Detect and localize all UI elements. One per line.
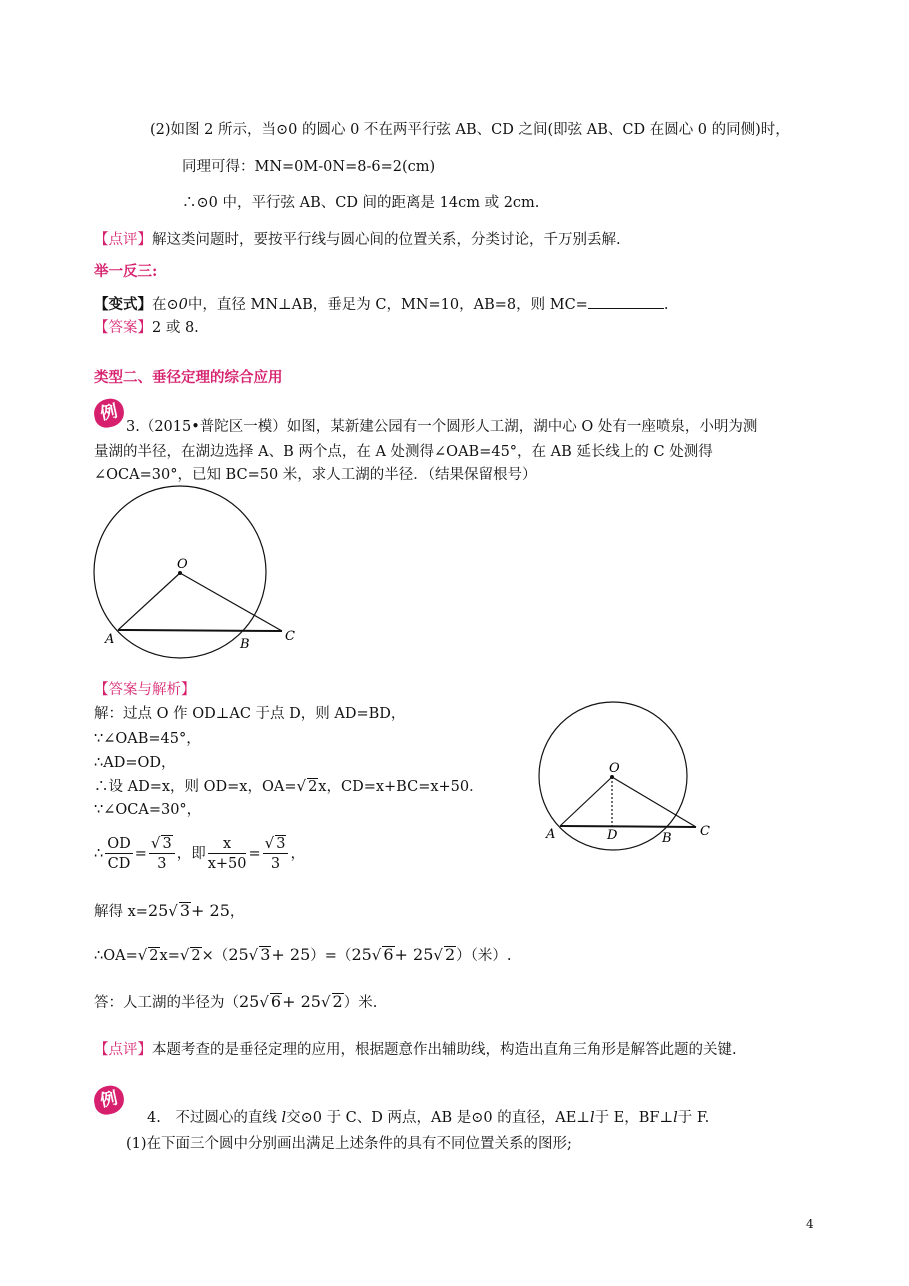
figure-circle-2 [530, 700, 720, 855]
comment-tag: 【点评】 [94, 1042, 152, 1058]
math-term: + 25 [271, 945, 311, 964]
solution-text: x= [159, 948, 180, 964]
text-line: 同理可得：MN=0M-0N=8-6=2(cm) [182, 159, 436, 175]
page-number: 4 [806, 1217, 814, 1231]
sqrt-sign: √ [320, 993, 331, 1011]
figure-circle-1 [85, 480, 315, 660]
radicand: 2 [191, 948, 201, 964]
question-text: 4. 不过圆心的直线 [147, 1110, 282, 1126]
segment-oa [560, 777, 612, 826]
fraction-sqrt3-3 [149, 834, 175, 874]
label-o: O [177, 557, 188, 572]
radicand: 3 [260, 945, 271, 964]
practice-heading: 举一反三: [94, 263, 158, 280]
segment-oc [612, 777, 696, 827]
radicand: 2 [332, 992, 343, 1011]
math-term: + 25 [282, 992, 321, 1011]
variant-circle-o: 0 [178, 297, 188, 313]
label-a: A [105, 632, 115, 647]
segment-ac [118, 630, 282, 631]
sqrt-sign: √ [168, 902, 178, 920]
label-c: C [285, 629, 295, 644]
label-c: C [700, 824, 710, 839]
solution-line: ∴AD=OD， [94, 755, 176, 771]
question-line: (1)在下面三个圆中分别画出满足上述条件的具有不同位置关系的图形; [126, 1136, 572, 1152]
fraction-od-cd [105, 835, 133, 874]
variant-text-c: . [663, 297, 669, 313]
numerator [263, 834, 289, 854]
solution-text: ， [229, 904, 245, 920]
sqrt-sign: √ [179, 946, 190, 964]
radicand: 2 [149, 948, 159, 964]
solution-text: ，即 [176, 846, 206, 862]
radicand: 3 [276, 836, 286, 852]
solution-line [94, 901, 244, 922]
solution-line [94, 776, 484, 797]
question-line: ∠OCA=30°，已知 BC=50 米，求人工湖的半径．（结果保留根号） [94, 467, 537, 483]
math-term: 25 [147, 901, 169, 920]
radicand: 6 [383, 945, 394, 964]
sqrt-sign: √ [371, 946, 382, 964]
variant-tag: 【变式】 [94, 296, 152, 313]
solution-text: ×（ [201, 948, 229, 964]
solution-line: ∵∠OCA=30°， [94, 802, 202, 818]
question-text: 于 E，BF⊥ [594, 1110, 674, 1126]
variant-text-b: 中，直径 MN⊥AB，垂足为 C，MN=10，AB=8，则 MC= [187, 297, 588, 313]
denominator: CD [107, 855, 131, 872]
radicand: 3 [179, 901, 191, 920]
sqrt-sign: √ [296, 777, 307, 795]
question-line: 3.（2015•普陀区一模）如图，某新建公园有一个圆形人工湖，湖中心 O 处有一座喷泉，小明为测 [126, 419, 758, 435]
solution-fraction-line [94, 834, 305, 874]
comment-tag: 【点评】 [94, 232, 152, 248]
text-line: (2)如图 2 所示，当⊙0 的圆心 0 不在两平行弦 AB、CD 之间(即弦 AB、CD 在圆心 0 的同侧)时， [150, 122, 790, 138]
math-term: + 25 [191, 901, 230, 920]
comment-text: 解这类问题时，要按平行线与圆心间的位置关系，分类讨论，千万别丢解. [152, 232, 621, 248]
example-badge: 例 [91, 1083, 126, 1117]
question-text: 交⊙0 于 C、D 两点，AB 是⊙0 的直径，AE⊥ [286, 1110, 590, 1126]
comment-line [94, 1040, 737, 1060]
numerator: OD [107, 835, 131, 852]
label-o: O [609, 761, 620, 776]
solution-text: ）米. [343, 995, 378, 1011]
question-line [147, 1108, 709, 1128]
solution-tag: 【答案与解析】 [94, 682, 196, 698]
label-b: B [662, 831, 672, 846]
sqrt-sign: √ [137, 946, 148, 964]
radicand: 6 [270, 992, 282, 1011]
solution-text: ）（米）. [456, 948, 512, 964]
radicand: 2 [444, 945, 456, 964]
solution-text: 解得 x= [94, 904, 148, 920]
numerator: x [208, 835, 247, 854]
answer-text: 2 或 8. [152, 320, 199, 336]
solution-line: 解：过点 O 作 OD⊥AC 于点 D，则 AD=BD， [94, 706, 406, 722]
comment-line [94, 230, 621, 250]
solution-text: 答：人工湖的半径为（ [94, 995, 239, 1011]
question-text: 于 F. [677, 1110, 710, 1126]
solution-text: ∴OA= [94, 948, 138, 964]
answer-blank [588, 294, 664, 309]
label-b: B [240, 637, 250, 652]
radicand: 3 [162, 836, 172, 852]
sqrt-sign: √ [264, 834, 275, 852]
solution-text: ∴设 AD=x，则 OD=x，OA= [94, 779, 297, 795]
answer-line [94, 318, 199, 338]
line-l: l [281, 1110, 287, 1126]
radicand: 2 [308, 779, 318, 795]
variant-line [94, 294, 668, 315]
line-l: l [589, 1110, 595, 1126]
comment-text: 本题考查的是垂径定理的应用，根据题意作出辅助线，构造出直角三角形是解答此题的关键. [152, 1042, 737, 1058]
segment-oc [180, 573, 282, 631]
sqrt-sign: √ [150, 834, 161, 852]
math-term: 25 [239, 992, 260, 1011]
denominator: 3 [157, 856, 167, 872]
solution-text: x，CD=x+BC=x+50． [318, 779, 484, 795]
question-line: 量湖的半径，在湖边选择 A、B 两个点，在 A 处测得∠OAB=45°，在 AB 延长线上的 C 处测得 [94, 444, 713, 460]
example-badge: 例 [91, 396, 126, 430]
sqrt-sign: √ [248, 946, 259, 964]
segment-ac [560, 826, 696, 827]
segment-oa [118, 573, 180, 630]
solution-text: ， [290, 846, 305, 862]
sqrt-sign: √ [433, 946, 443, 964]
text-line: ∴⊙0 中，平行弦 AB、CD 间的距离是 14cm 或 2cm. [182, 195, 540, 211]
section-heading: 类型二、垂径定理的综合应用 [94, 369, 283, 386]
label-d: D [607, 828, 618, 843]
answer-tag: 【答案】 [94, 320, 152, 336]
denominator: 3 [270, 856, 281, 872]
math-term: + 25 [394, 945, 434, 964]
solution-text: ）=（ [310, 948, 352, 964]
solution-line [94, 945, 512, 966]
fraction-x-x50 [208, 835, 247, 874]
variant-text-a: 在⊙ [152, 297, 179, 313]
solution-line: ∵∠OAB=45°， [94, 731, 201, 747]
numerator [149, 834, 175, 854]
fraction-sqrt3-3 [263, 834, 289, 874]
line-l: l [673, 1110, 678, 1126]
math-term: 25 [351, 945, 372, 964]
answer-statement [94, 992, 377, 1013]
sqrt-sign: √ [259, 993, 269, 1011]
equals-sign: = [248, 846, 261, 862]
denominator: x+50 [207, 855, 247, 872]
math-term: 25 [228, 945, 249, 964]
equals-sign: = [134, 846, 147, 862]
label-a: A [546, 827, 556, 842]
therefore-sign: ∴ [94, 846, 104, 862]
